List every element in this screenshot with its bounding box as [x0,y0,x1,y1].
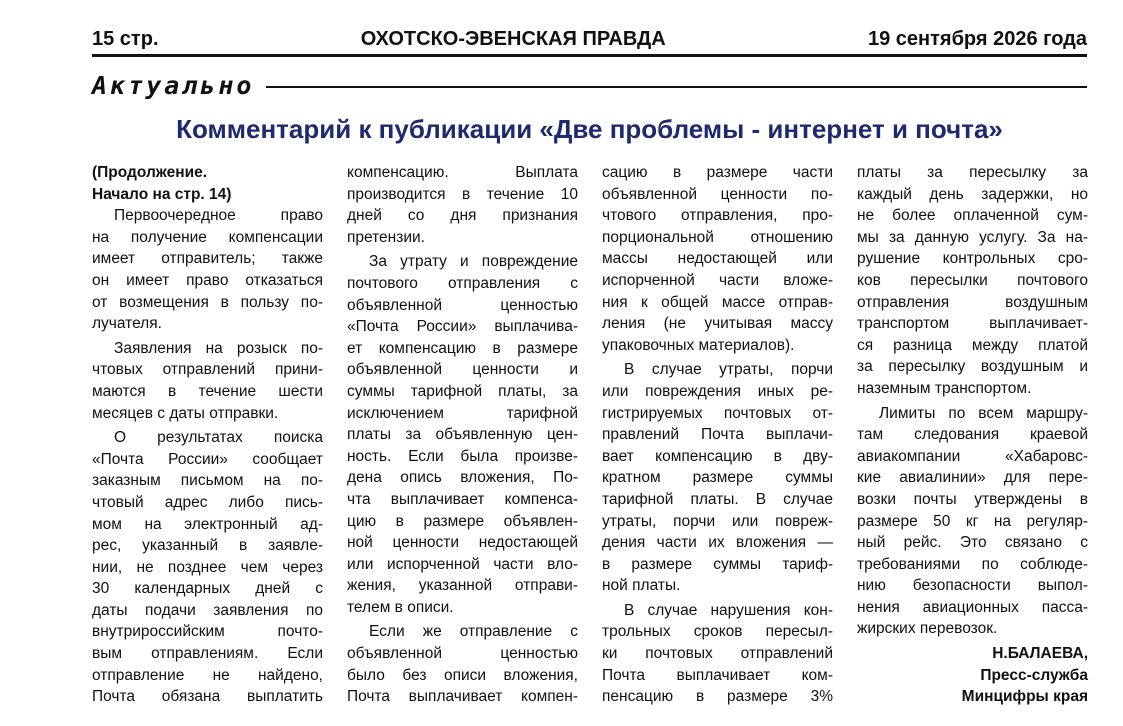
text-line: маются в течение шести [92,382,323,400]
text-line: заказным письмом на по- [92,472,323,490]
text-line: Почта обязана выплатить [92,688,323,706]
text-line: размере 50 кг на регуляр- [857,512,1088,530]
text-line: даты подачи заявления по [92,601,323,619]
text-line: Лимиты по всем маршру- [879,404,1088,422]
text-line: пенсацию в размере 3% [602,688,833,706]
text-line: (Продолжение. [92,164,208,181]
text-line: дена опись вложения, По- [347,469,578,487]
text-line: ность. Если была произве- [347,447,578,465]
issue-date: 19 сентября 2026 года [867,27,1087,50]
text-line: В случае утраты, порчи [624,361,833,379]
text-line: производится в течение 10 [347,185,578,203]
text-line: ков пересылки почтового [857,271,1088,289]
article-column-1 [92,162,323,708]
text-line: или повреждения иных ре- [602,382,833,400]
text-line: дения части их вложения — [602,534,833,552]
text-line: «Почта России» выплачива- [347,318,578,336]
text-line: ной платы. [602,577,681,595]
rubric-label: Актуально [92,70,255,100]
text-line: претензии. [347,228,425,246]
text-line: вым отправлениям. Если [92,645,323,663]
text-line: или испорченной части вло- [347,555,578,573]
text-line: внутрироссийским почто- [92,623,323,641]
text-line: кратном размере суммы [602,469,833,487]
text-line: 30 календарных дней с [92,580,323,598]
text-line: «Почта России» сообщает [92,450,323,468]
text-line: ления (не учитывая массу [602,315,833,333]
text-line: транспортом выплачивает- [857,315,1088,333]
text-line: ки почтовых отправлений [602,645,833,663]
text-line: порциональной отношению [602,228,833,246]
text-line: рес, указанный в заявле- [92,537,323,555]
text-line: правлений Почта выплачи- [602,426,833,444]
text-line: цию в размере объявлен- [347,512,578,530]
newspaper-name: ОХОТСКО-ЭВЕНСКАЯ ПРАВДА [360,27,666,50]
text-line: отправления воздушным [857,293,1088,311]
text-line: Первоочередное право [114,207,323,225]
page-header [92,24,1087,54]
text-line: упаковочных материалов). [602,336,795,354]
text-line: чтовых отправлений прини- [92,361,323,379]
page-number: 15 стр. [92,27,159,50]
text-line: ный рейс. Это связано с [857,534,1088,552]
text-line: требованиями по соблюде- [857,555,1088,573]
text-line: компенсацию. Выплата [347,164,578,181]
text-line: наземным транспортом. [857,379,1032,397]
text-line: мом на электронный ад- [92,515,323,533]
text-line: возки почты утверждены в [857,490,1088,508]
text-line: Заявления на розыск по- [114,339,323,357]
text-line: он имеет право отказаться [92,271,323,289]
text-line: от возмещения в пользу по- [92,293,323,311]
rubric-divider [266,86,1087,88]
text-line: О результатах поиска [114,429,323,447]
text-line: трольных сроков пересыл- [602,623,833,641]
text-line: Минцифры края [961,688,1088,706]
text-line: сацию в размере части [602,164,833,181]
text-line: жения, указанной отправи- [347,577,578,595]
text-line: авиакомпании «Хабаровс- [857,447,1088,465]
text-line: суммы тарифной платы, за [347,382,578,400]
text-line: было без описи вложения, [347,666,578,684]
text-line: нения авиационных пасса- [857,598,1088,616]
text-line: имеет отправитель; также [92,250,323,268]
text-line: отправление не найдено, [92,666,323,684]
text-line: телем в описи. [347,598,454,616]
text-line: дней со дня признания [347,207,578,225]
text-line: объявленной ценности по- [602,185,833,203]
header-rule [92,54,1087,57]
text-line: месяцев с даты отправки. [92,404,279,422]
text-line: исключением тарифной [347,404,578,422]
text-line: В случае нарушения кон- [624,601,833,619]
text-line: ет компенсацию в размере [347,339,578,357]
text-line: ся разница между платой [857,336,1088,354]
text-line: кие авиалинии» для пере- [857,469,1088,487]
text-line: Пресс-служба [980,666,1088,684]
text-line: там следования краевой [857,426,1088,444]
text-line: жирских перевозок. [857,620,998,638]
article-body [92,162,1087,722]
text-line: объявленной ценностью [347,296,578,314]
text-line: не более оплаченной сум- [857,207,1088,225]
text-line: нию безопасности выпол- [857,577,1088,595]
text-line: Н.БАЛАЕВА, [992,645,1088,663]
text-line: вает компенсацию в дву- [602,447,833,465]
text-line: чтовый адрес либо пись- [92,493,323,511]
text-line: нии, не позднее чем через [92,558,323,576]
text-line: тарифной платы. В случае [602,490,833,508]
text-line: каждый день задержки, но [857,185,1088,203]
text-line: за пересылку воздушным и [857,358,1088,376]
text-line: платы за пересылку за [857,164,1088,181]
text-line: ния к общей массе отправ- [602,293,833,311]
text-line: Почта выплачивает ком- [602,666,833,684]
article-column-3 [602,162,833,708]
text-line: гистрируемых почтовых от- [602,404,833,422]
text-line: ной ценности недостающей [347,534,578,552]
article-column-2 [347,162,578,708]
text-line: чта выплачивает компенса- [347,490,578,508]
text-line: массы недостающей или [602,250,833,268]
text-line: объявленной ценности и [347,361,578,379]
text-line: Начало на стр. 14) [92,185,232,203]
text-line: Если же отправление с [369,623,578,641]
text-line: лучателя. [92,315,162,333]
text-line: утраты, порчи или повреж- [602,512,833,530]
text-line: объявленной ценностью [347,645,578,663]
rubric [92,70,1087,100]
text-line: мы за данную услугу. За на- [857,228,1088,246]
text-line: рушение контрольных сро- [857,250,1088,268]
text-line: платы за объявленную цен- [347,426,578,444]
article-headline: Комментарий к публикации «Две проблемы - интернет и почта» [176,114,1003,144]
text-line: испорченной части вложе- [602,271,833,289]
text-line: почтового отправления с [347,274,578,292]
text-line: Почта выплачивает компен- [347,688,578,706]
text-line: в размере суммы тариф- [602,555,833,573]
text-line: на получение компенсации [92,228,323,246]
text-line: чтового отправления, про- [602,207,833,225]
text-line: За утрату и повреждение [369,253,578,271]
article-column-4 [857,162,1088,708]
